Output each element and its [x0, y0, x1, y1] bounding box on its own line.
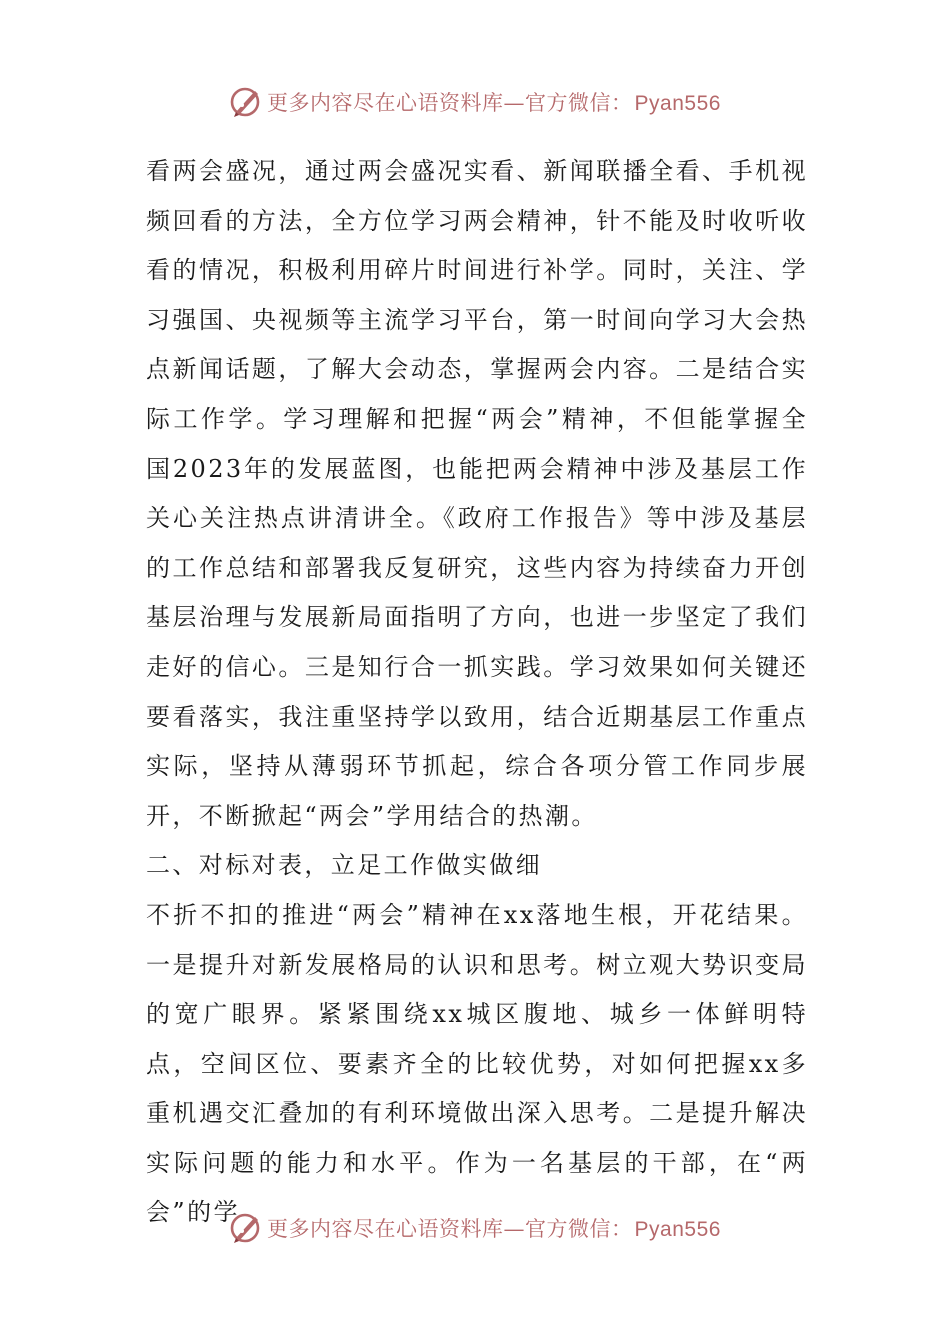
body-paragraph: 看两会盛况，通过两会盛况实看、新闻联播全看、手机视频回看的方法，全方位学习两会精神，针不能及时收听收看的情况，积极利用碎片时间进行补学。同时，关注、学习强国、央视频等主流学习平台，第一时间向学习大会热点新闻话题，了解大会动态，掌握两会内容。二是结合实际工作学。学习理解和把握“两会”精神，不但能掌握全国2023年的发展蓝图，也能把两会精神中涉及基层工作关心关注热点讲清讲全。《政府工作报告》等中涉及基层的工作总结和部署我反复研究，这些内容为持续奋力开创基层治理与发展新局面指明了方向，也进一步坚定了我们走好的信心。三是知行合一抓实践。学习效果如何关键还要看落实，我注重坚持学以致用，结合近期基层工作重点实际，坚持从薄弱环节抓起，综合各项分管工作同步展开，不断掀起“两会”学用结合的热潮。: [146, 157, 808, 830]
footer-banner: [0, 1208, 950, 1248]
banner-text: 更多内容尽在心语资料库—官方微信：Pyan556: [267, 91, 721, 115]
banner-text: 更多内容尽在心语资料库—官方微信：Pyan556: [267, 1217, 721, 1241]
header-banner: [0, 82, 950, 122]
body-paragraph: 不折不扣的推进“两会”精神在xx落地生根，开花结果。一是提升对新发展格局的认识和思考。树立观大势识变局的宽广眼界。紧紧围绕xx城区腹地、城乡一体鲜明特点，空间区位、要素齐全的比较优势，对如何把握xx多重机遇交汇叠加的有利环境做出深入思考。二是提升解决实际问题的能力和水平。作为一名基层的干部，在“两会”的学: [146, 900, 808, 1227]
banner-contact: Pyan556: [634, 1218, 721, 1241]
section-heading: 二、对标对表，立足工作做实做细: [146, 851, 542, 880]
banner-contact: Pyan556: [634, 92, 721, 115]
document-body: [146, 147, 808, 1238]
pen-logo-icon: [229, 1211, 263, 1245]
pen-logo-icon: [229, 85, 263, 119]
